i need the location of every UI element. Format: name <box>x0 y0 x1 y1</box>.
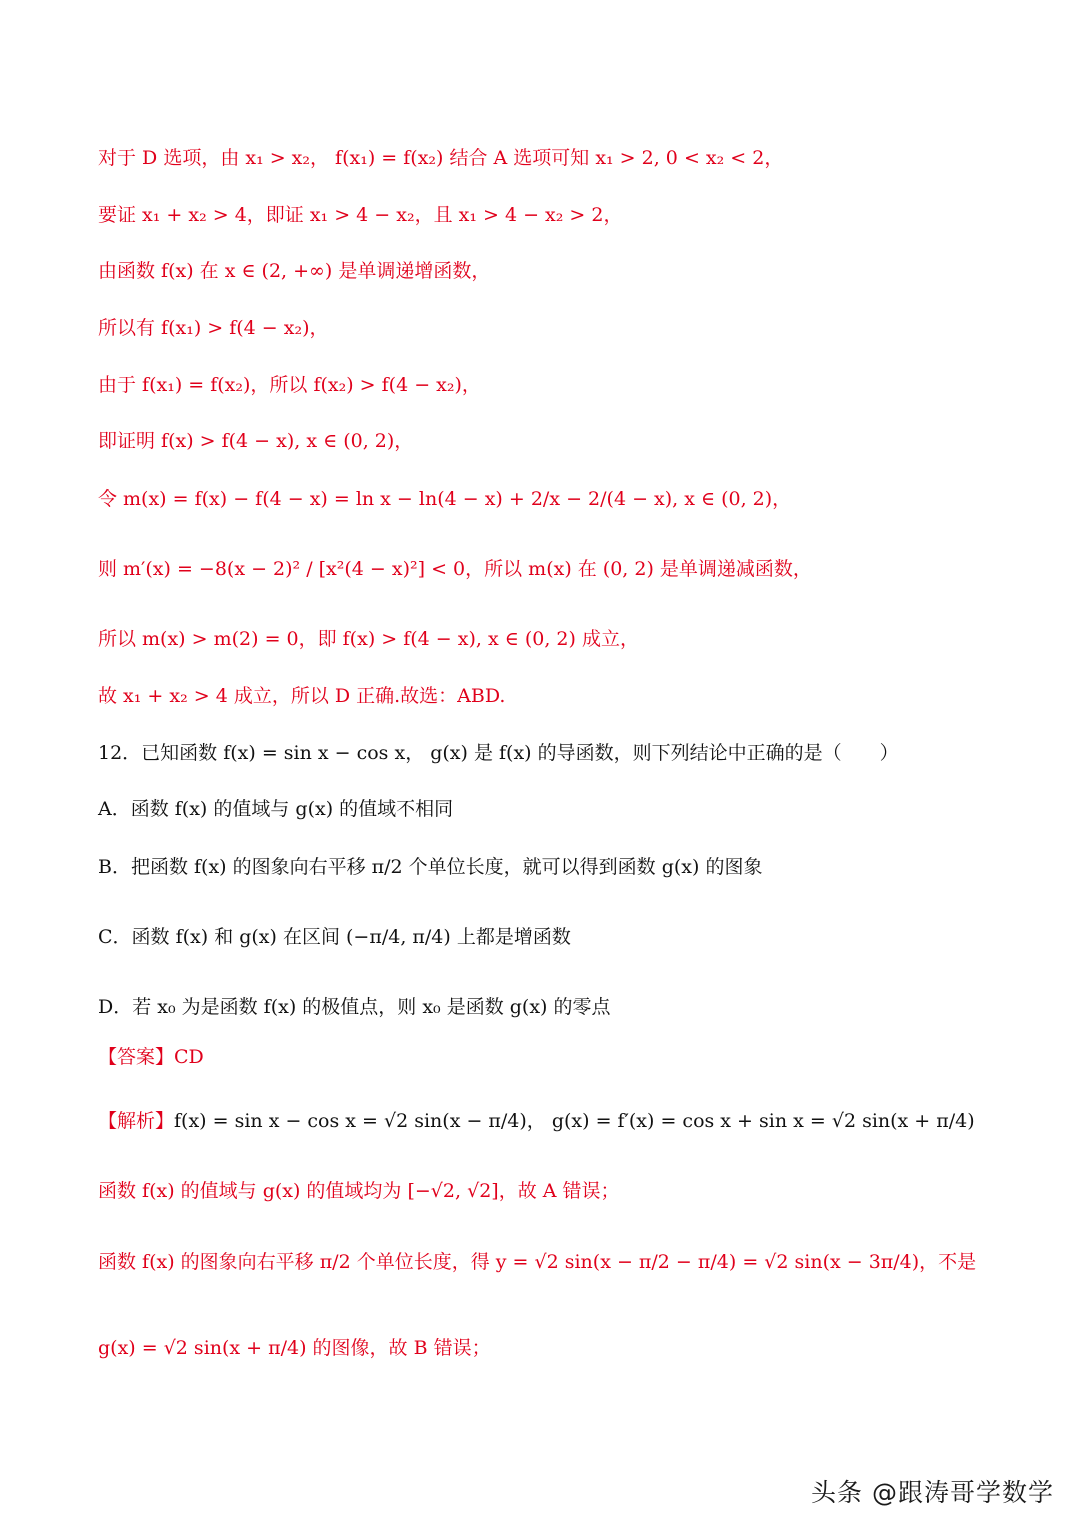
solution-d-line-9: 所以 m(x) > m(2) = 0，即 f(x) > f(4 − x), x ∈ (0, 2) 成立， <box>98 628 639 650</box>
answer-line <box>98 1042 204 1072</box>
analysis-formula: f(x) = sin x − cos x = √2 sin(x − π/4)， g(x) = f′(x) = cos x + sin x = √2 sin(x + π/4) <box>174 1110 975 1132</box>
question-12-option-a: A．函数 f(x) 的值域与 g(x) 的值域不相同 <box>98 798 454 820</box>
analysis-line-b: 函数 f(x) 的图象向右平移 π/2 个单位长度，得 y = √2 sin(x − π/2 − π/4) = √2 sin(x − 3π/4)，不是 <box>98 1251 977 1273</box>
analysis-line <box>98 1106 975 1136</box>
question-12-stem: 12．已知函数 f(x) = sin x − cos x， g(x) 是 f(x) 的导函数，则下列结论中正确的是（ ） <box>98 742 899 764</box>
question-12-option-c: C．函数 f(x) 和 g(x) 在区间 (−π/4, π/4) 上都是增函数 <box>98 926 571 948</box>
solution-d-line-2: 要证 x₁ + x₂ > 4，即证 x₁ > 4 − x₂，且 x₁ > 4 − x₂ > 2， <box>98 204 623 226</box>
solution-d-conclusion: 故 x₁ + x₂ > 4 成立，所以 D 正确.故选：ABD. <box>98 685 506 707</box>
analysis-label: 【解析】 <box>98 1110 175 1132</box>
analysis-line-a: 函数 f(x) 的值域与 g(x) 的值域均为 [−√2, √2]，故 A 错误； <box>98 1180 620 1202</box>
solution-d-line-3: 由函数 f(x) 在 x ∈ (2, +∞) 是单调递增函数， <box>98 260 491 282</box>
solution-d-line-6: 即证明 f(x) > f(4 − x), x ∈ (0, 2)， <box>98 430 414 452</box>
analysis-line-b-continued: g(x) = √2 sin(x + π/4) 的图像，故 B 错误； <box>98 1337 491 1359</box>
solution-d-line-1: 对于 D 选项，由 x₁ > x₂， f(x₁) = f(x₂) 结合 A 选项可知 x₁ > 2, 0 < x₂ < 2， <box>98 147 784 169</box>
solution-d-line-8: 则 m′(x) = −8(x − 2)² / [x²(4 − x)²] < 0，所以 m(x) 在 (0, 2) 是单调递减函数， <box>98 558 812 580</box>
answer-value: CD <box>174 1046 204 1068</box>
solution-d-line-4: 所以有 f(x₁) > f(4 − x₂)， <box>98 317 329 339</box>
answer-label: 【答案】 <box>98 1046 175 1068</box>
question-12-option-b: B．把函数 f(x) 的图象向右平移 π/2 个单位长度，就可以得到函数 g(x) 的图象 <box>98 856 763 878</box>
solution-d-line-7: 令 m(x) = f(x) − f(4 − x) = ln x − ln(4 − x) + 2/x − 2/(4 − x), x ∈ (0, 2)， <box>98 488 792 510</box>
watermark: 头条 @跟涛哥学数学 <box>811 1478 1054 1507</box>
solution-d-line-5: 由于 f(x₁) = f(x₂)，所以 f(x₂) > f(4 − x₂)， <box>98 374 481 396</box>
question-12-option-d: D．若 x₀ 为是函数 f(x) 的极值点，则 x₀ 是函数 g(x) 的零点 <box>98 996 611 1018</box>
